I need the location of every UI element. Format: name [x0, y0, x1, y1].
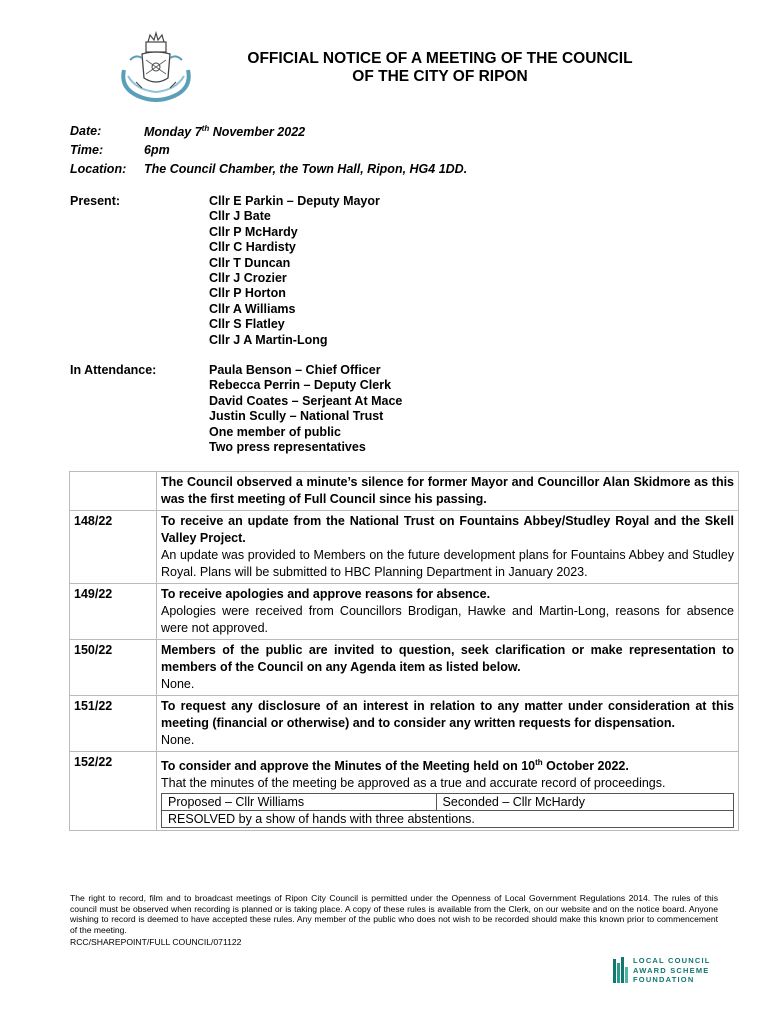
present-name: Cllr T Duncan	[209, 255, 291, 270]
attendee-name: One member of public	[209, 424, 341, 439]
vote-table	[161, 793, 734, 828]
item-heading: To receive apologies and approve reasons for absence.	[161, 587, 491, 601]
present-name: Cllr C Hardisty	[209, 240, 296, 255]
recording-notice: The right to record, film and to broadcast meetings of Ripon City Council is permitted under the Openness of Local Government Regulations 2014. The rules of this council must be observed when recording is planned or is taking place. A copy of these rules is available from the Clerk, on our website and on the notice board. Anyone wishing to record is deemed to have accepted these rules. Any member of the public who does not wish to be recorded should make this known prior to commencement of the meeting.	[70, 893, 718, 935]
present-name: Cllr J Bate	[209, 209, 271, 224]
table-row	[70, 472, 739, 511]
seconded-by: Seconded – Cllr McHardy	[436, 794, 733, 811]
ripon-crest-logo	[116, 30, 198, 106]
time-value: 6pm	[144, 143, 170, 157]
attendee-name: Justin Scully – National Trust	[209, 409, 384, 424]
item-body: An update was provided to Members on the future development plans for Fountains Abbey and Studley Royal. Plans will be submitted to HBC Planning Department in January 2023.	[161, 548, 734, 579]
title-line-1: OFFICIAL NOTICE OF A MEETING OF THE COUNCIL	[247, 50, 633, 67]
notice-title	[200, 50, 680, 86]
item-content	[157, 640, 739, 696]
table-row	[70, 584, 739, 640]
item-content	[157, 584, 739, 640]
intro-text: The Council observed a minute’s silence for former Mayor and Councillor Alan Skidmore as this was the first meeting of Full Council since his passing.	[157, 472, 739, 511]
proposed-by: Proposed – Cllr Williams	[162, 794, 437, 811]
present-label: Present:	[70, 194, 121, 208]
location-label: Location:	[70, 162, 127, 176]
attendee-name: David Coates – Serjeant At Mace	[209, 393, 403, 408]
table-row	[70, 511, 739, 584]
item-body: None.	[161, 733, 195, 747]
table-row	[70, 640, 739, 696]
attendee-name: Paula Benson – Chief Officer	[209, 363, 381, 377]
attendee-name: Two press representatives	[209, 439, 366, 454]
resolution: RESOLVED by a show of hands with three abstentions.	[162, 811, 734, 828]
item-number: 150/22	[70, 640, 157, 696]
lcas-foundation-logo	[613, 955, 733, 987]
table-row	[70, 696, 739, 752]
present-name: Cllr J A Martin-Long	[209, 332, 328, 347]
item-body: Apologies were received from Councillors Brodigan, Hawke and Martin-Long, reasons for absence were not approved.	[161, 604, 734, 635]
item-content	[157, 752, 739, 831]
attendance-label: In Attendance:	[70, 363, 157, 377]
item-number	[70, 472, 157, 511]
lcas-bars-icon	[613, 955, 628, 985]
logo-text: LOCAL COUNCIL AWARD SCHEME FOUNDATION	[633, 956, 711, 984]
present-name: Cllr P McHardy	[209, 224, 298, 239]
date-label: Date:	[70, 124, 102, 138]
present-list	[209, 194, 509, 348]
present-name: Cllr P Horton	[209, 286, 286, 301]
item-body: None.	[161, 677, 195, 691]
attendance-list	[209, 363, 509, 455]
meeting-details	[70, 124, 467, 181]
document-reference: RCC/SHAREPOINT/FULL COUNCIL/071122	[70, 937, 242, 947]
time-label: Time:	[70, 143, 104, 157]
present-name: Cllr S Flatley	[209, 317, 285, 332]
present-name: Cllr E Parkin – Deputy Mayor	[209, 194, 380, 208]
item-content	[157, 511, 739, 584]
minutes-table	[69, 471, 739, 831]
present-name: Cllr J Crozier	[209, 270, 287, 285]
attendee-name: Rebecca Perrin – Deputy Clerk	[209, 378, 392, 393]
item-heading: Members of the public are invited to question, seek clarification or make representation to members of the Council on any Agenda item as listed below.	[161, 643, 734, 674]
item-number: 149/22	[70, 584, 157, 640]
location-value: The Council Chamber, the Town Hall, Ripon, HG4 1DD.	[144, 162, 468, 176]
item-heading: To consider and approve the Minutes of the Meeting held on 10th October 2022.	[161, 758, 629, 774]
item-body: That the minutes of the meeting be approved as a true and accurate record of proceedings.	[161, 776, 666, 791]
item-number: 148/22	[70, 511, 157, 584]
item-number: 152/22	[70, 752, 157, 831]
item-number: 151/22	[70, 696, 157, 752]
present-name: Cllr A Williams	[209, 301, 296, 316]
item-content	[157, 696, 739, 752]
item-heading: To request any disclosure of an interest in relation to any matter under consideration at this meeting (financial or otherwise) and to consider any written requests for dispensation.	[161, 699, 734, 730]
title-line-2: OF THE CITY OF RIPON	[352, 68, 528, 85]
table-row	[70, 752, 739, 831]
date-value: Monday 7th November 2022	[144, 124, 306, 140]
item-heading: To receive an update from the National Trust on Fountains Abbey/Studley Royal and the Skell Valley Project.	[161, 514, 734, 545]
